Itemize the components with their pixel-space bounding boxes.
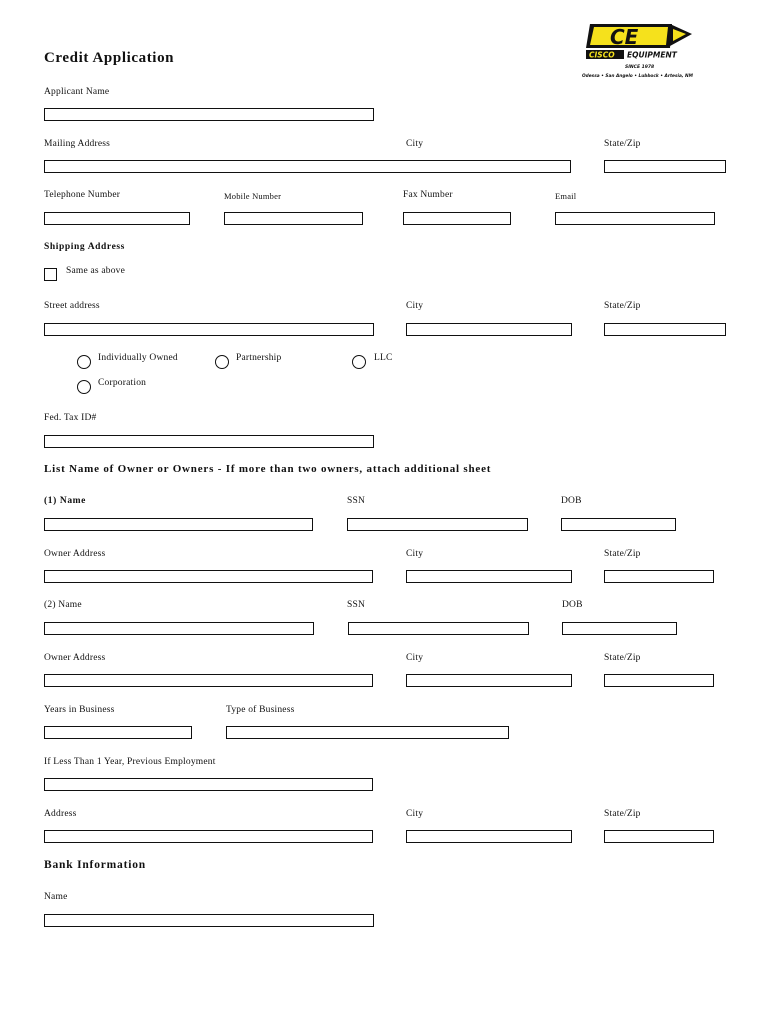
mailing-address-label: Mailing Address: [44, 139, 111, 149]
previous-employment-label: If Less Than 1 Year, Previous Employment: [44, 757, 216, 767]
partnership-label: Partnership: [236, 353, 282, 363]
prev-state-zip-field[interactable]: [604, 830, 714, 843]
corporation-radio[interactable]: [77, 380, 91, 394]
logo-locations: Odessa • San Angelo • Lubbock • Artesia, NM: [582, 74, 693, 79]
state-zip-label: State/Zip: [604, 139, 641, 149]
same-as-above-label: Same as above: [66, 266, 126, 276]
page-title: Credit Application: [44, 50, 175, 66]
years-in-business-field[interactable]: [44, 726, 192, 739]
owner2-address-field[interactable]: [44, 674, 373, 687]
shipping-state-zip-label: State/Zip: [604, 301, 641, 311]
logo-est: SINCE 1978: [625, 65, 655, 70]
telephone-field[interactable]: [44, 212, 190, 225]
owner1-address-label: Owner Address: [44, 549, 106, 559]
owner2-dob-field[interactable]: [562, 622, 677, 635]
owner1-name-field[interactable]: [44, 518, 313, 531]
owner1-ssn-field[interactable]: [347, 518, 528, 531]
owner2-name-label: (2) Name: [44, 600, 82, 610]
owner2-city-field[interactable]: [406, 674, 572, 687]
state-zip-field[interactable]: [604, 160, 726, 173]
mobile-label: Mobile Number: [224, 191, 282, 201]
owner2-ssn-field[interactable]: [348, 622, 529, 635]
type-of-business-field[interactable]: [226, 726, 509, 739]
individually-owned-radio[interactable]: [77, 355, 91, 369]
mailing-address-field[interactable]: [44, 160, 571, 173]
owner2-state-zip-label: State/Zip: [604, 653, 641, 663]
owner1-city-label: City: [406, 549, 424, 559]
owner2-name-field[interactable]: [44, 622, 314, 635]
prev-city-field[interactable]: [406, 830, 572, 843]
owner2-dob-label: DOB: [562, 600, 583, 610]
owner1-address-field[interactable]: [44, 570, 373, 583]
shipping-city-label: City: [406, 301, 424, 311]
owner2-city-label: City: [406, 653, 424, 663]
applicant-name-label: Applicant Name: [44, 87, 110, 97]
llc-label: LLC: [374, 353, 393, 363]
tax-id-label: Fed. Tax ID#: [44, 413, 97, 423]
owner2-ssn-label: SSN: [347, 600, 366, 610]
prev-city-label: City: [406, 809, 424, 819]
email-label: Email: [555, 191, 577, 201]
city-label: City: [406, 139, 424, 149]
shipping-state-zip-field[interactable]: [604, 323, 726, 336]
corporation-label: Corporation: [98, 378, 147, 388]
street-address-field[interactable]: [44, 323, 374, 336]
owner1-dob-field[interactable]: [561, 518, 676, 531]
owner1-ssn-label: SSN: [347, 496, 366, 506]
logo-brand-2: EQUIPMENT: [627, 50, 677, 60]
llc-radio[interactable]: [352, 355, 366, 369]
owner1-name-label: (1) Name: [44, 496, 86, 506]
address-label: Address: [44, 809, 77, 819]
logo-brand-1: CISCO: [589, 50, 615, 60]
tax-id-field[interactable]: [44, 435, 374, 448]
owner1-dob-label: DOB: [561, 496, 582, 506]
same-as-above-checkbox[interactable]: [44, 268, 57, 281]
previous-employment-field[interactable]: [44, 778, 373, 791]
partnership-radio[interactable]: [215, 355, 229, 369]
bank-name-field[interactable]: [44, 914, 374, 927]
owners-heading: List Name of Owner or Owners - If more than two owners, attach additional sheet: [44, 463, 492, 475]
fax-label: Fax Number: [403, 190, 453, 200]
fax-field[interactable]: [403, 212, 511, 225]
applicant-name-field[interactable]: [44, 108, 374, 121]
individually-owned-label: Individually Owned: [98, 353, 178, 363]
cisco-equipment-logo: [580, 20, 695, 82]
email-field[interactable]: [555, 212, 715, 225]
years-in-business-label: Years in Business: [44, 705, 115, 715]
prev-address-field[interactable]: [44, 830, 373, 843]
owner1-city-field[interactable]: [406, 570, 572, 583]
logo-graphic: [580, 20, 695, 82]
owner2-address-label: Owner Address: [44, 653, 106, 663]
prev-state-zip-label: State/Zip: [604, 809, 641, 819]
logo-initials: CE: [610, 25, 639, 49]
telephone-label: Telephone Number: [44, 190, 121, 200]
mobile-field[interactable]: [224, 212, 363, 225]
owner2-state-zip-field[interactable]: [604, 674, 714, 687]
street-address-label: Street address: [44, 301, 100, 311]
bank-name-label: Name: [44, 892, 68, 902]
shipping-city-field[interactable]: [406, 323, 572, 336]
type-of-business-label: Type of Business: [226, 705, 295, 715]
shipping-heading: Shipping Address: [44, 242, 125, 252]
bank-heading: Bank Information: [44, 859, 146, 871]
owner1-state-zip-label: State/Zip: [604, 549, 641, 559]
owner1-state-zip-field[interactable]: [604, 570, 714, 583]
